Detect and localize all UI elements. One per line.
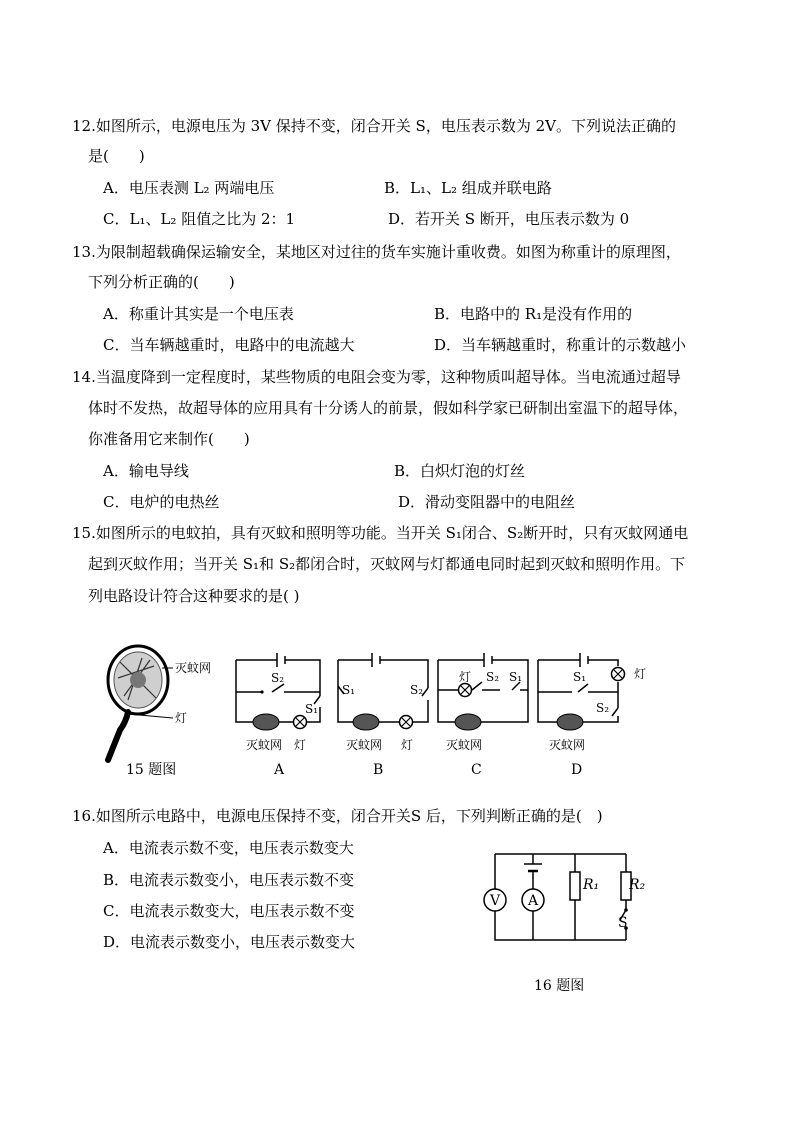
circuit-b-net-label: 灭蚊网: [346, 738, 383, 752]
circuit-b-lamp-label: 灯: [401, 738, 414, 752]
circuit-d-option-label: D: [571, 762, 583, 778]
q13-stem-line2: 下列分析正确的( ): [88, 273, 235, 291]
circuit-d-s2-label: S₂: [596, 701, 610, 715]
q14-option-a: A．输电导线: [103, 462, 189, 480]
circuit-b-s2-label: S₂: [410, 683, 424, 697]
q13-option-b: B．电路中的 R₁是没有作用的: [434, 305, 633, 323]
q13-option-a: A．称重计其实是一个电压表: [103, 305, 294, 323]
circuit-a-s1-label: S₁: [305, 702, 319, 716]
circuit-a-s2-label: S₂: [271, 671, 285, 685]
q16-option-d: D．电流表示数变小，电压表示数变大: [103, 933, 356, 951]
q16-option-c: C．电流表示数变大，电压表示数不变: [103, 902, 355, 920]
q12-option-b: B．L₁、L₂ 组成并联电路: [384, 179, 552, 197]
racket-net-label: 灭蚊网: [175, 661, 212, 675]
q13-option-d: D．当车辆越重时，称重计的示数越小: [434, 336, 687, 354]
q14-stem-line1: 14.当温度降到一定程度时，某些物质的电阻会变为零，这种物质叫超导体。当电流通过超导: [72, 368, 681, 386]
q14-stem-line2: 体时不发热，故超导体的应用具有十分诱人的前景，假如科学家已研制出室温下的超导体，: [88, 399, 689, 417]
circuit-a-net-label: 灭蚊网: [246, 738, 283, 752]
q14-option-d: D．滑动变阻器中的电阻丝: [398, 493, 576, 511]
circuit-c-option-label: C: [471, 762, 482, 778]
q16-option-b: B．电流表示数变小，电压表示数不变: [103, 871, 355, 889]
ammeter-symbol: A: [527, 893, 539, 909]
circuit-a-lamp-label: 灯: [294, 738, 307, 752]
q16-option-a: A．电流表示数不变，电压表示数变大: [103, 839, 354, 857]
q12-option-a: A．电压表测 L₂ 两端电压: [103, 179, 275, 197]
q13-option-c: C．当车辆越重时，电路中的电流越大: [103, 336, 355, 354]
circuit-c-s1-label: S₁: [509, 670, 523, 684]
circuit-b-s1-label: S₁: [342, 683, 356, 697]
circuit-d-s1-label: S₁: [573, 670, 587, 684]
switch-s-label: S: [618, 915, 628, 931]
q15-stem-line2: 起到灭蚊作用；当开关 S₁和 S₂都闭合时，灭蚊网与灯都通电同时起到灭蚊和照明作用。下: [88, 555, 686, 573]
circuit-a-option-label: A: [274, 762, 285, 778]
q14-option-c: C．电炉的电热丝: [103, 493, 220, 511]
q15-figure-caption: 15 题图: [126, 762, 177, 778]
circuit-c-diagram: [438, 652, 530, 724]
q12-stem-line1: 12.如图所示，电源电压为 3V 保持不变，闭合开关 S，电压表示数为 2V。下列说法正确的: [72, 117, 676, 135]
voltmeter-symbol: V: [489, 893, 501, 909]
circuit-c-net-label: 灭蚊网: [446, 738, 483, 752]
circuit-b-option-label: B: [373, 762, 384, 778]
q12-option-c: C．L₁、L₂ 阻值之比为 2：1: [103, 210, 296, 228]
resistor-r2-label: R₂: [629, 877, 646, 893]
q14-stem-line3: 你准备用它来制作( ): [88, 430, 250, 448]
q15-stem-line3: 列电路设计符合这种要求的是( ): [88, 587, 300, 605]
circuit-d-net-label: 灭蚊网: [549, 738, 586, 752]
circuit-c-s2-label: S₂: [486, 670, 500, 684]
resistor-r1-label: R₁: [583, 877, 600, 893]
q16-stem: 16.如图所示电路中，电源电压保持不变，闭合开关S 后，下列判断正确的是( ): [72, 807, 603, 825]
q12-option-d: D．若开关 S 断开，电压表示数为 0: [388, 210, 630, 228]
q12-stem-line2: 是( ): [88, 147, 145, 165]
circuit-d-lamp-label: 灯: [634, 667, 647, 681]
q13-stem-line1: 13.为限制超载确保运输安全，某地区对过往的货车实施计重收费。如图为称重计的原理图，: [72, 243, 681, 261]
q16-figure-caption: 16 题图: [534, 978, 585, 994]
q15-stem-line1: 15.如图所示的电蚊拍，具有灭蚊和照明等功能。当开关 S₁闭合、S₂断开时，只有灭蚊网通电: [72, 524, 689, 542]
q14-option-b: B．白炽灯泡的灯丝: [394, 462, 526, 480]
circuit-c-lamp-label: 灯: [459, 670, 472, 684]
circuit-d-diagram: [538, 652, 626, 724]
racket-lamp-label: 灯: [175, 711, 188, 725]
